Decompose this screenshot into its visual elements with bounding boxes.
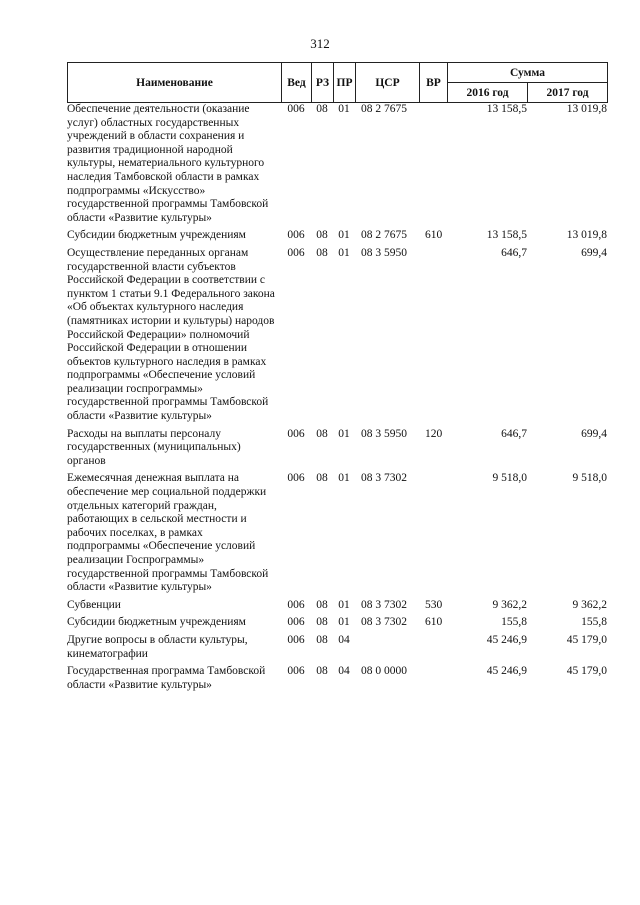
- row-sum-2017: 9 362,2: [572, 598, 607, 611]
- row-sum-2017: 45 179,0: [566, 665, 607, 678]
- header-vr: ВР: [420, 63, 448, 103]
- header-csr: ЦСР: [356, 63, 420, 103]
- row-sum-2016: 45 246,9: [486, 633, 527, 646]
- table-row: [67, 428, 607, 473]
- header-sum: Сумма: [448, 63, 608, 83]
- row-sum-2016: 9 518,0: [492, 472, 527, 485]
- row-name: Субсидии бюджетным учреждениям: [67, 616, 246, 629]
- row-csr: [355, 634, 419, 665]
- row-sum-2016: 646,7: [501, 427, 527, 440]
- row-rz: 08: [316, 616, 328, 629]
- header-ved: Вед: [282, 63, 312, 103]
- row-sum-2016: 13 158,5: [486, 103, 527, 115]
- row-sum-2017: 699,4: [581, 427, 607, 440]
- row-ved: 006: [287, 633, 305, 646]
- row-sum-2017: 9 518,0: [572, 472, 607, 485]
- row-vr: 610: [425, 616, 443, 629]
- row-pr: 01: [338, 427, 350, 440]
- header-year-2017: 2017 год: [528, 83, 608, 103]
- row-csr: 08 3 5950: [361, 427, 407, 440]
- row-sum-2016: 45 246,9: [486, 665, 527, 678]
- row-name: Государственная программа Тамбовской области «Развитие культуры»: [67, 665, 266, 691]
- row-csr: 08 2 7675: [361, 103, 407, 115]
- row-sum-2017: 45 179,0: [566, 633, 607, 646]
- row-csr: 08 3 7302: [361, 616, 407, 629]
- row-rz: 08: [316, 665, 328, 678]
- row-ved: 006: [287, 472, 305, 485]
- header-name: Наименование: [68, 63, 282, 103]
- row-name: Другие вопросы в области культуры, кинематографии: [67, 633, 248, 660]
- row-ved: 006: [287, 103, 305, 115]
- row-sum-2017: 699,4: [581, 246, 607, 259]
- row-vr: 530: [425, 598, 443, 611]
- row-rz: 08: [316, 633, 328, 646]
- row-name: Расходы на выплаты персоналу государственных (муниципальных) органов: [67, 427, 241, 467]
- table-row: [67, 634, 607, 665]
- row-pr: 01: [338, 472, 350, 485]
- row-rz: 08: [316, 598, 328, 611]
- table-row: [67, 665, 607, 696]
- row-name: Обеспечение деятельности (оказание услуг) областных государственных учреждений в области сохранения и развития традиционной народной культуры, нематериального культурного наследия Тамбовской области в рамках подпрограммы «Искусство» государственной программы Тамбовской области «Развитие культуры»: [67, 103, 269, 224]
- row-pr: 04: [338, 665, 350, 678]
- row-sum-2017: 155,8: [581, 616, 607, 629]
- row-sum-2017: 13 019,8: [566, 103, 607, 115]
- row-pr: 01: [338, 103, 350, 115]
- row-pr: 01: [338, 229, 350, 242]
- row-csr: 08 2 7675: [361, 229, 407, 242]
- row-sum-2016: 646,7: [501, 246, 527, 259]
- row-rz: 08: [316, 229, 328, 242]
- table-row: [67, 616, 607, 634]
- row-vr: [419, 665, 447, 696]
- row-csr: 08 3 7302: [361, 472, 407, 485]
- table-row: [67, 229, 607, 247]
- row-vr: 120: [425, 427, 443, 440]
- row-vr: [419, 634, 447, 665]
- row-vr: [419, 472, 447, 598]
- row-ved: 006: [287, 229, 305, 242]
- table-row: [67, 103, 607, 229]
- row-sum-2017: 13 019,8: [566, 229, 607, 242]
- row-pr: 01: [338, 616, 350, 629]
- row-sum-2016: 13 158,5: [486, 229, 527, 242]
- page-number: 312: [310, 36, 330, 51]
- row-name: Осуществление переданных органам государственной власти субъектов Российской Федерации в соответствии с пунктом 1 статьи 9.1 Федерального закона «Об объектах культурного наследия (памятниках истории и культуры) народов Российской Федерации» полномочий Российской Федерации в отношении объектов культурного наследия в рамках подпрограммы «Обеспечение условий реализации госпрограммы» государственной программы Тамбовской области «Развитие культуры»: [67, 246, 275, 423]
- row-name: Субсидии бюджетным учреждениям: [67, 229, 246, 242]
- header-rz: РЗ: [312, 63, 334, 103]
- row-ved: 006: [287, 427, 305, 440]
- header-year-2016: 2016 год: [448, 83, 528, 103]
- row-csr: 08 0 0000: [361, 665, 407, 678]
- row-csr: 08 3 5950: [361, 246, 407, 259]
- row-csr: 08 3 7302: [361, 598, 407, 611]
- row-rz: 08: [316, 103, 328, 115]
- row-vr: [419, 247, 447, 428]
- table-body: [67, 103, 607, 696]
- row-pr: 01: [338, 598, 350, 611]
- row-ved: 006: [287, 598, 305, 611]
- header-pr: ПР: [334, 63, 356, 103]
- row-sum-2016: 9 362,2: [492, 598, 527, 611]
- row-rz: 08: [316, 427, 328, 440]
- row-vr: 610: [425, 229, 443, 242]
- budget-table: [67, 62, 607, 696]
- table-row: [67, 247, 607, 428]
- row-rz: 08: [316, 246, 328, 259]
- row-ved: 006: [287, 665, 305, 678]
- row-pr: 01: [338, 246, 350, 259]
- row-pr: 04: [338, 633, 350, 646]
- row-ved: 006: [287, 616, 305, 629]
- table-header: [67, 62, 608, 103]
- row-rz: 08: [316, 472, 328, 485]
- table-row: [67, 599, 607, 617]
- row-sum-2016: 155,8: [501, 616, 527, 629]
- row-ved: 006: [287, 246, 305, 259]
- row-name: Ежемесячная денежная выплата на обеспечение мер социальной поддержки отдельных категорий граждан, работающих в сельской местности и рабочих поселках, в рамках подпрограммы «Обеспечение условий реализации Госпрограммы» государственной программы Тамбовской области «Развитие культуры»: [67, 472, 269, 594]
- row-name: Субвенции: [67, 598, 121, 611]
- table-row: [67, 472, 607, 598]
- row-vr: [419, 103, 447, 229]
